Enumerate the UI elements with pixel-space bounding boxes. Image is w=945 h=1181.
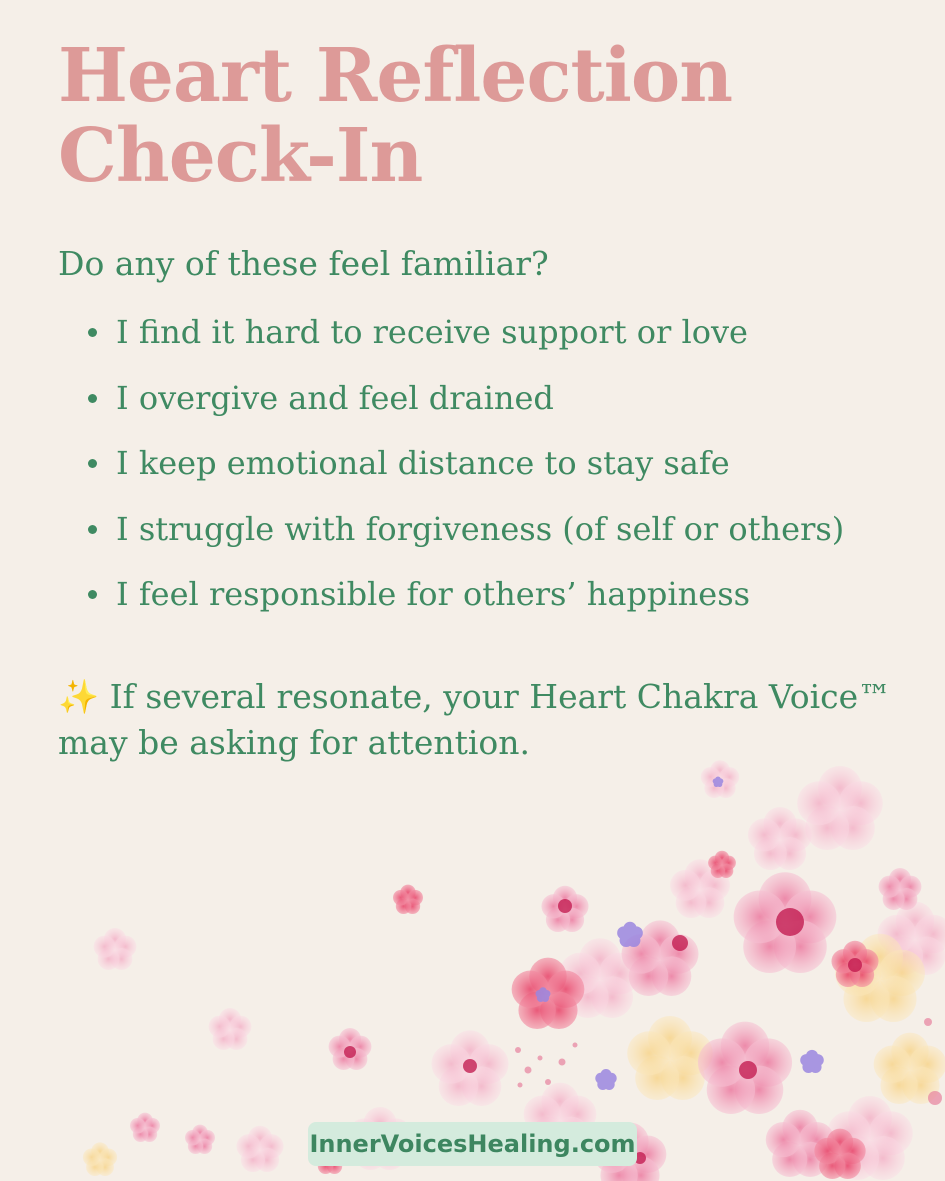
list-item: I find it hard to receive support or love <box>88 309 844 375</box>
list-item: I overgive and feel drained <box>88 375 844 441</box>
title-line-2: Check-In <box>58 113 423 199</box>
title-line-1: Heart Reflection <box>58 33 732 119</box>
symptom-list <box>88 309 844 637</box>
list-item: I feel responsible for others’ happiness <box>88 571 844 637</box>
list-item: I struggle with forgiveness (of self or others) <box>88 506 844 572</box>
website-badge: InnerVoicesHealing.com <box>308 1122 637 1166</box>
sparkles-icon: ✨ <box>58 677 100 716</box>
floral-decoration <box>0 740 945 1181</box>
note-text: If several resonate, your Heart Chakra Voice™ may be asking for attention. <box>58 677 892 762</box>
intro-question: Do any of these feel familiar? <box>58 244 549 283</box>
list-item: I keep emotional distance to stay safe <box>88 440 844 506</box>
page-title <box>58 33 732 199</box>
flower-cluster-icon <box>83 760 945 1181</box>
